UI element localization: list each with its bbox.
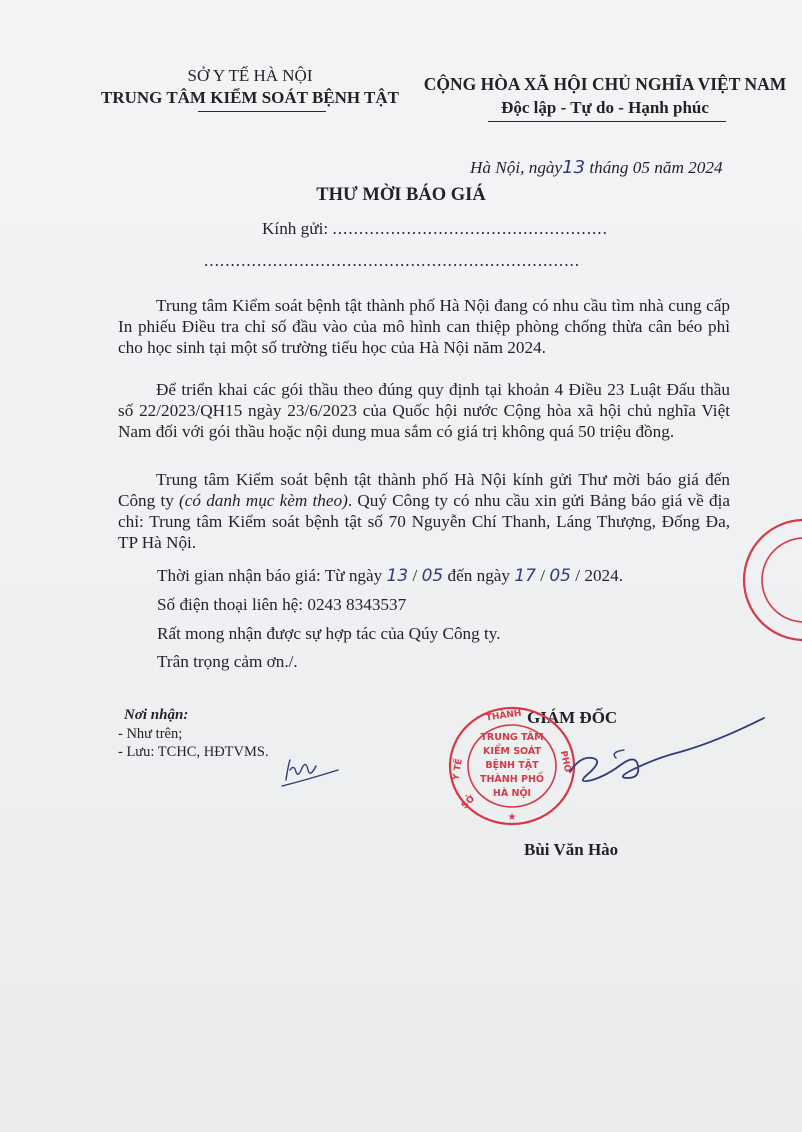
receipt-to-label: đến ngày bbox=[447, 566, 511, 585]
paragraph-2-text: Để triển khai các gói thầu theo đúng quy định tại khoản 4 Điều 23 Luật Đấu thầu số 22/2023/QH15 ngày 23/6/2023 của Quốc hội nước Cộng hòa xã hội chủ nghĩa Việt Nam đối với gói thầu hoặc nội dung mua sắm có giá trị không quá 50 triệu đồng. bbox=[118, 380, 730, 441]
paragraph-3-end: . Quý Công ty có nhu cầu xin gửi Bảng báo giá về địa chỉ: Trung tâm Kiểm soát bệnh tật số 70 Nguyễn Chí Thanh, Láng Thượng, Đống Đa, TP Hà Nội. bbox=[118, 491, 730, 552]
phone-line: Số điện thoại liên hệ: 0243 8343537 bbox=[157, 595, 407, 614]
date-prefix: Hà Nội, ngày bbox=[470, 158, 563, 177]
stamp-ring-right: PHỐ bbox=[557, 749, 573, 774]
date-day: 13 bbox=[562, 157, 586, 178]
greeting-label: Kính gửi: bbox=[262, 219, 329, 238]
header-right-underline bbox=[488, 121, 726, 122]
receipt-label: Thời gian nhận báo giá: Từ ngày bbox=[157, 566, 383, 585]
greeting-line bbox=[262, 219, 608, 239]
paragraph-3-italic: (có danh mục kèm theo) bbox=[179, 491, 348, 510]
stamp-ring-top: THÀNH bbox=[485, 708, 523, 724]
director-name: Bùi Văn Hào bbox=[524, 840, 619, 859]
initials-scribble bbox=[276, 750, 346, 790]
paragraph-2 bbox=[118, 379, 730, 442]
director-signature bbox=[540, 712, 770, 792]
center-name: TRUNG TÂM KIỂM SOÁT BỆNH TẬT bbox=[100, 88, 400, 107]
receipt-to-day: 17 bbox=[514, 566, 536, 586]
director-title: GIÁM ĐỐC bbox=[527, 708, 618, 727]
receipt-from-month: 05 bbox=[421, 566, 444, 586]
cooperation-line: Rất mong nhận được sự hợp tác của Qúy Công ty. bbox=[157, 624, 501, 643]
stamp-ring-bottom: SỞ bbox=[459, 793, 478, 812]
receipt-time-line: Thời gian nhận báo giá: Từ ngày 13 / 05 đến ngày 17 / 05 / 2024. bbox=[157, 566, 624, 586]
header-left-underline bbox=[198, 111, 326, 112]
document-date bbox=[470, 157, 723, 178]
paragraph-1-text: Trung tâm Kiểm soát bệnh tật thành phố Hà Nội đang có nhu cầu tìm nhà cung cấp In phiếu Điều tra chỉ số đầu vào của mô hình can thiệp phòng chống thừa cân béo phì cho học sinh tại một số trường tiểu học của Hà Nội năm 2024. bbox=[118, 296, 730, 357]
receipt-to-month: 05 bbox=[549, 566, 571, 586]
svg-text:★: ★ bbox=[507, 812, 517, 823]
national-motto: Độc lập - Tự do - Hạnh phúc bbox=[501, 98, 709, 117]
edge-seal bbox=[738, 515, 802, 645]
paragraph-1 bbox=[118, 295, 730, 358]
agency-name: SỞ Y TẾ HÀ NỘI bbox=[187, 66, 313, 85]
stamp-line-1: TRUNG TÂM bbox=[480, 732, 544, 743]
paragraph-3-text bbox=[118, 469, 730, 553]
recipient-item-1: - Như trên; bbox=[118, 726, 183, 742]
thanks-line: Trân trọng cảm ơn./. bbox=[157, 652, 298, 671]
stamp-ring-left: Y TẾ bbox=[451, 757, 465, 782]
stamp-line-5: HÀ NỘI bbox=[492, 788, 532, 799]
receipt-year: 2024. bbox=[584, 566, 624, 585]
recipients-heading: Nơi nhận: bbox=[124, 707, 189, 723]
stamp-line-3: BỆNH TẬT bbox=[485, 760, 539, 771]
stamp-line-2: KIỂM SOÁT bbox=[483, 746, 541, 757]
date-suffix: tháng 05 năm 2024 bbox=[589, 158, 723, 177]
document-title: THƯ MỜI BÁO GIÁ bbox=[316, 185, 486, 205]
recipient-item-2: - Lưu: TCHC, HĐTVMS. bbox=[118, 744, 269, 760]
greeting-dots-second-line: ....................................................................... bbox=[204, 251, 581, 270]
greeting-dots: .................................................... bbox=[332, 219, 608, 238]
stamp-line-4: THÀNH PHỐ bbox=[480, 774, 544, 785]
receipt-from-day: 13 bbox=[386, 566, 409, 586]
paragraph-3-start: Trung tâm Kiểm soát bệnh tật thành phố Hà Nội kính gửi Thư mời báo giá đến Công ty bbox=[118, 470, 730, 510]
paragraph-3 bbox=[118, 469, 730, 553]
country-name: CỘNG HÒA XÃ HỘI CHỦ NGHĨA VIỆT NAM bbox=[423, 74, 787, 94]
